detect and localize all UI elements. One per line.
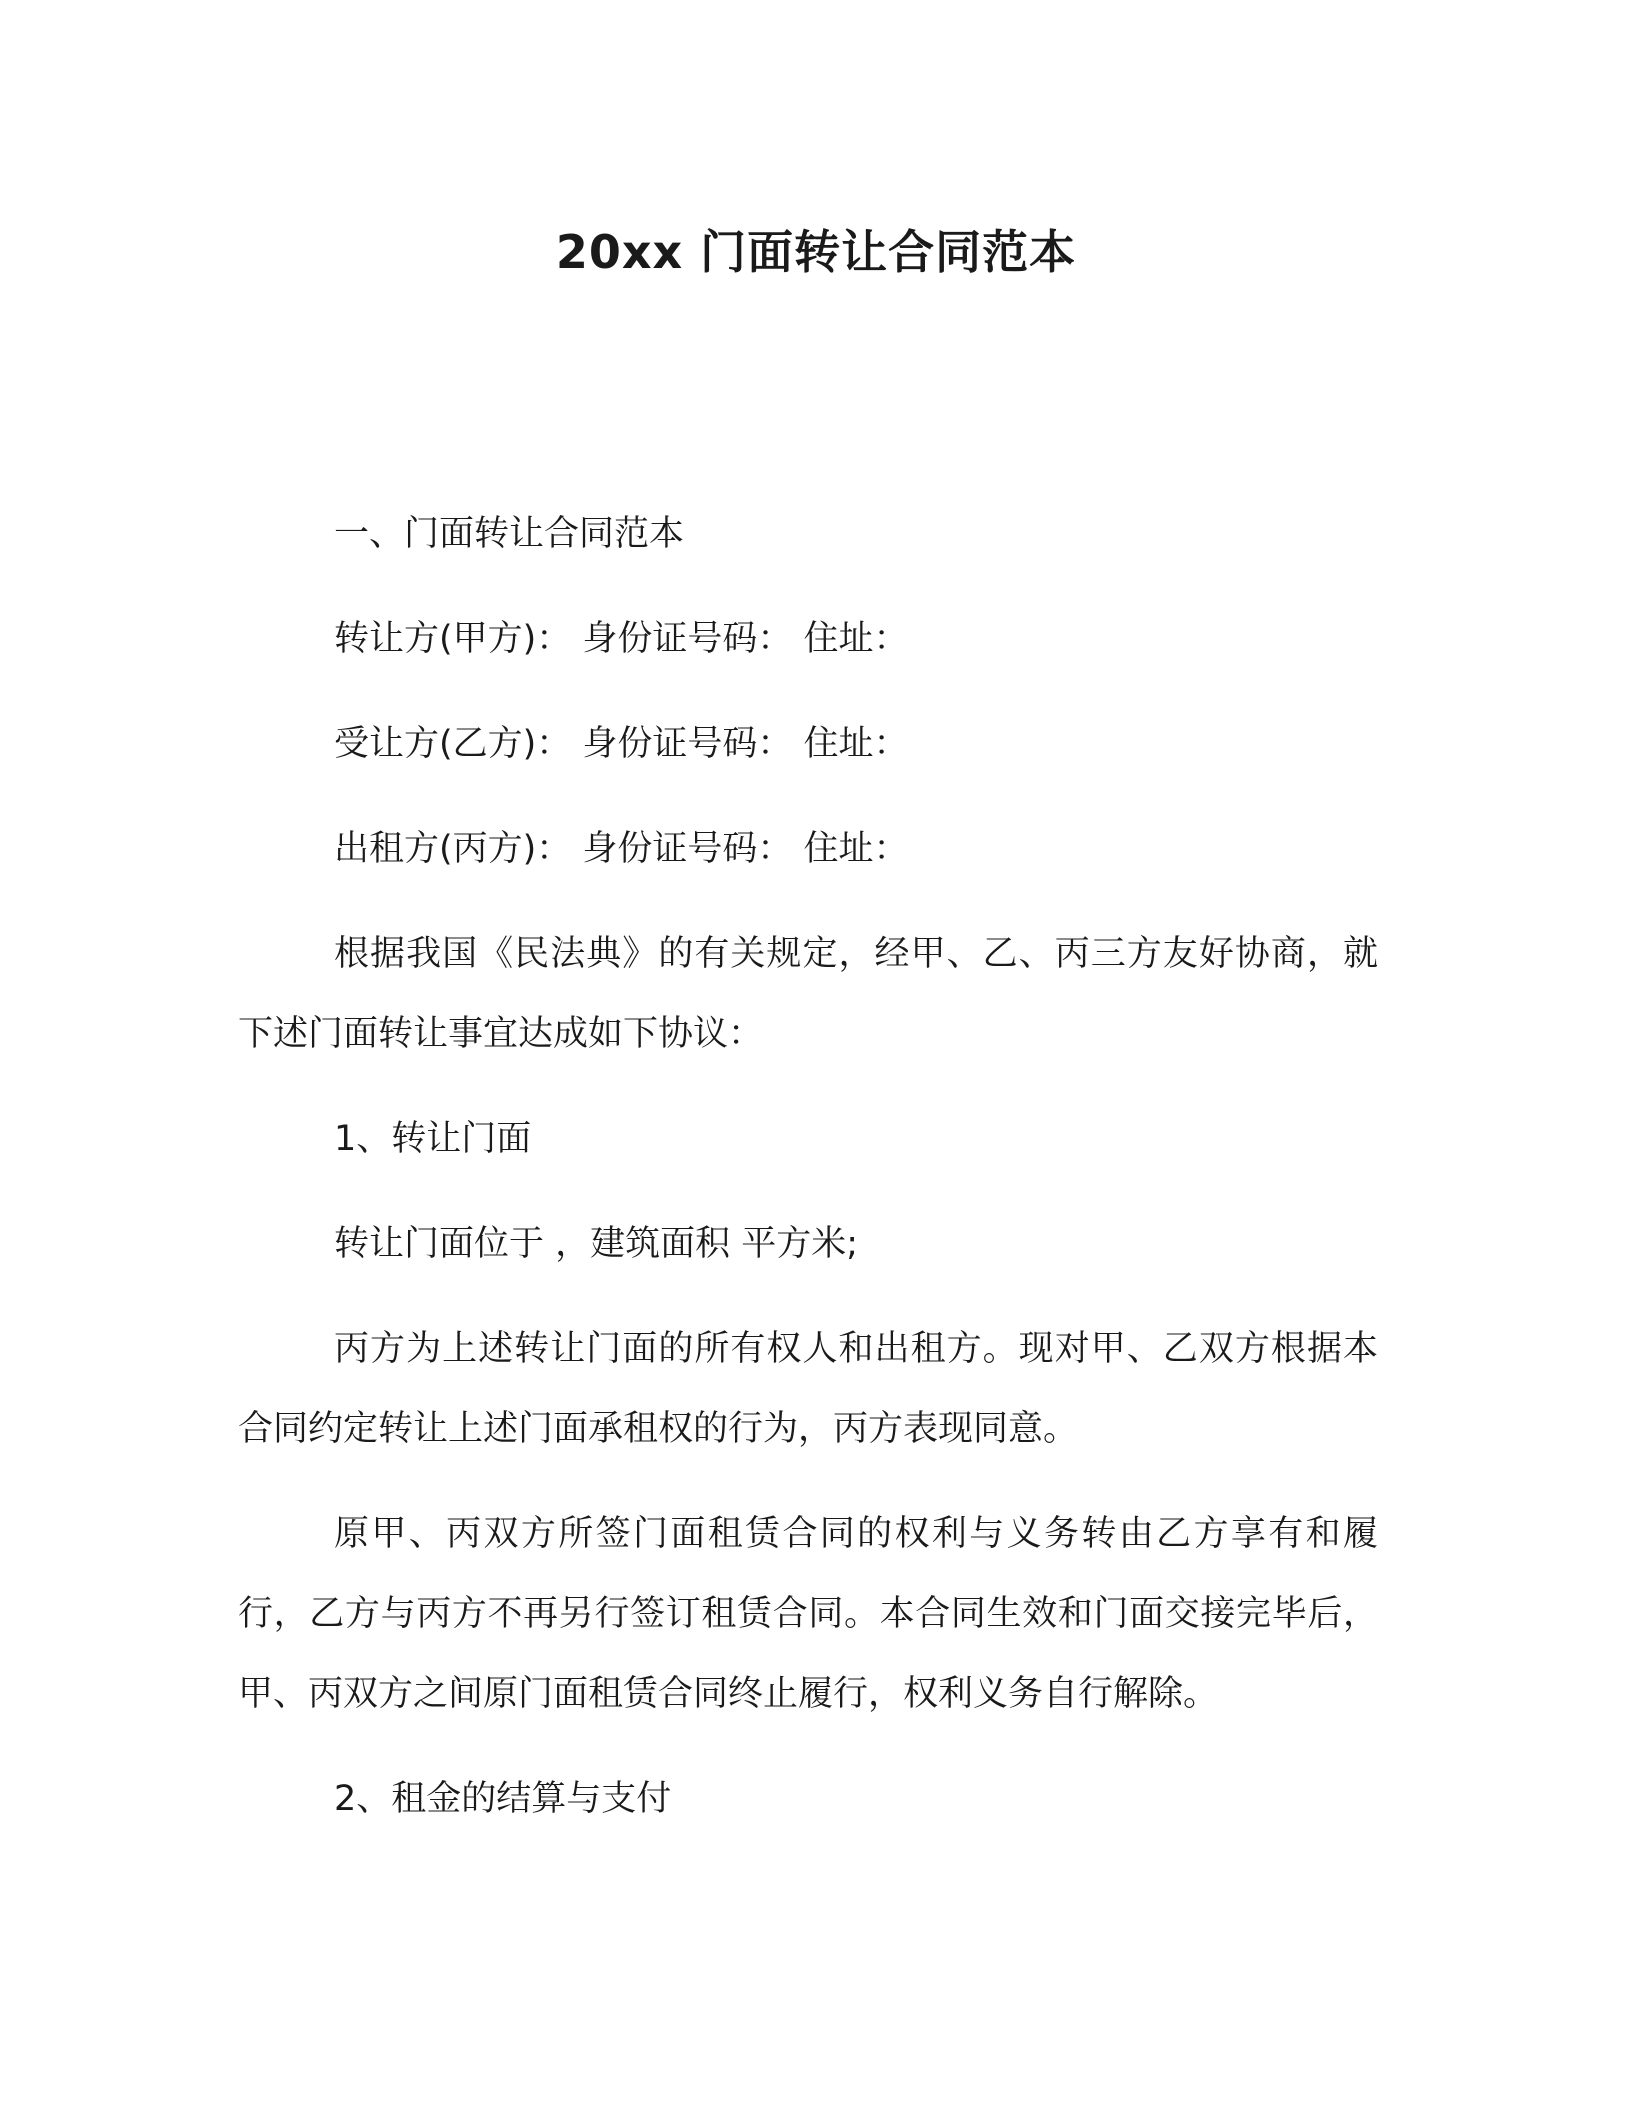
document-body [238,494,1378,1864]
section-heading-1: 一、门面转让合同范本 [334,514,685,554]
intro-paragraph: 根据我国《民法典》的有关规定，经甲、乙、丙三方友好协商，就下述门面转让事宜达成如下协议： [238,934,1378,1054]
document-title: 20xx 门面转让合同范本 [555,225,1077,279]
party-b-line: 受让方(乙方)： 身份证号码： 住址： [334,724,909,764]
party-a-line: 转让方(甲方)： 身份证号码： 住址： [334,619,909,659]
clause-heading-1: 1、转让门面 [334,1119,532,1159]
clause-1-consent: 丙方为上述转让门面的所有权人和出租方。现对甲、乙双方根据本合同约定转让上述门面承租权的行为，丙方表现同意。 [238,1329,1378,1449]
clause-1-location: 转让门面位于 ，建筑面积 平方米; [334,1224,859,1264]
clause-heading-2: 2、租金的结算与支付 [334,1779,672,1819]
clause-1-transfer: 原甲、丙双方所签门面租赁合同的权利与义务转由乙方享有和履行，乙方与丙方不再另行签订租赁合同。本合同生效和门面交接完毕后，甲、丙双方之间原门面租赁合同终止履行，权利义务自行解除。 [238,1514,1378,1714]
party-c-line: 出租方(丙方)： 身份证号码： 住址： [334,829,909,869]
